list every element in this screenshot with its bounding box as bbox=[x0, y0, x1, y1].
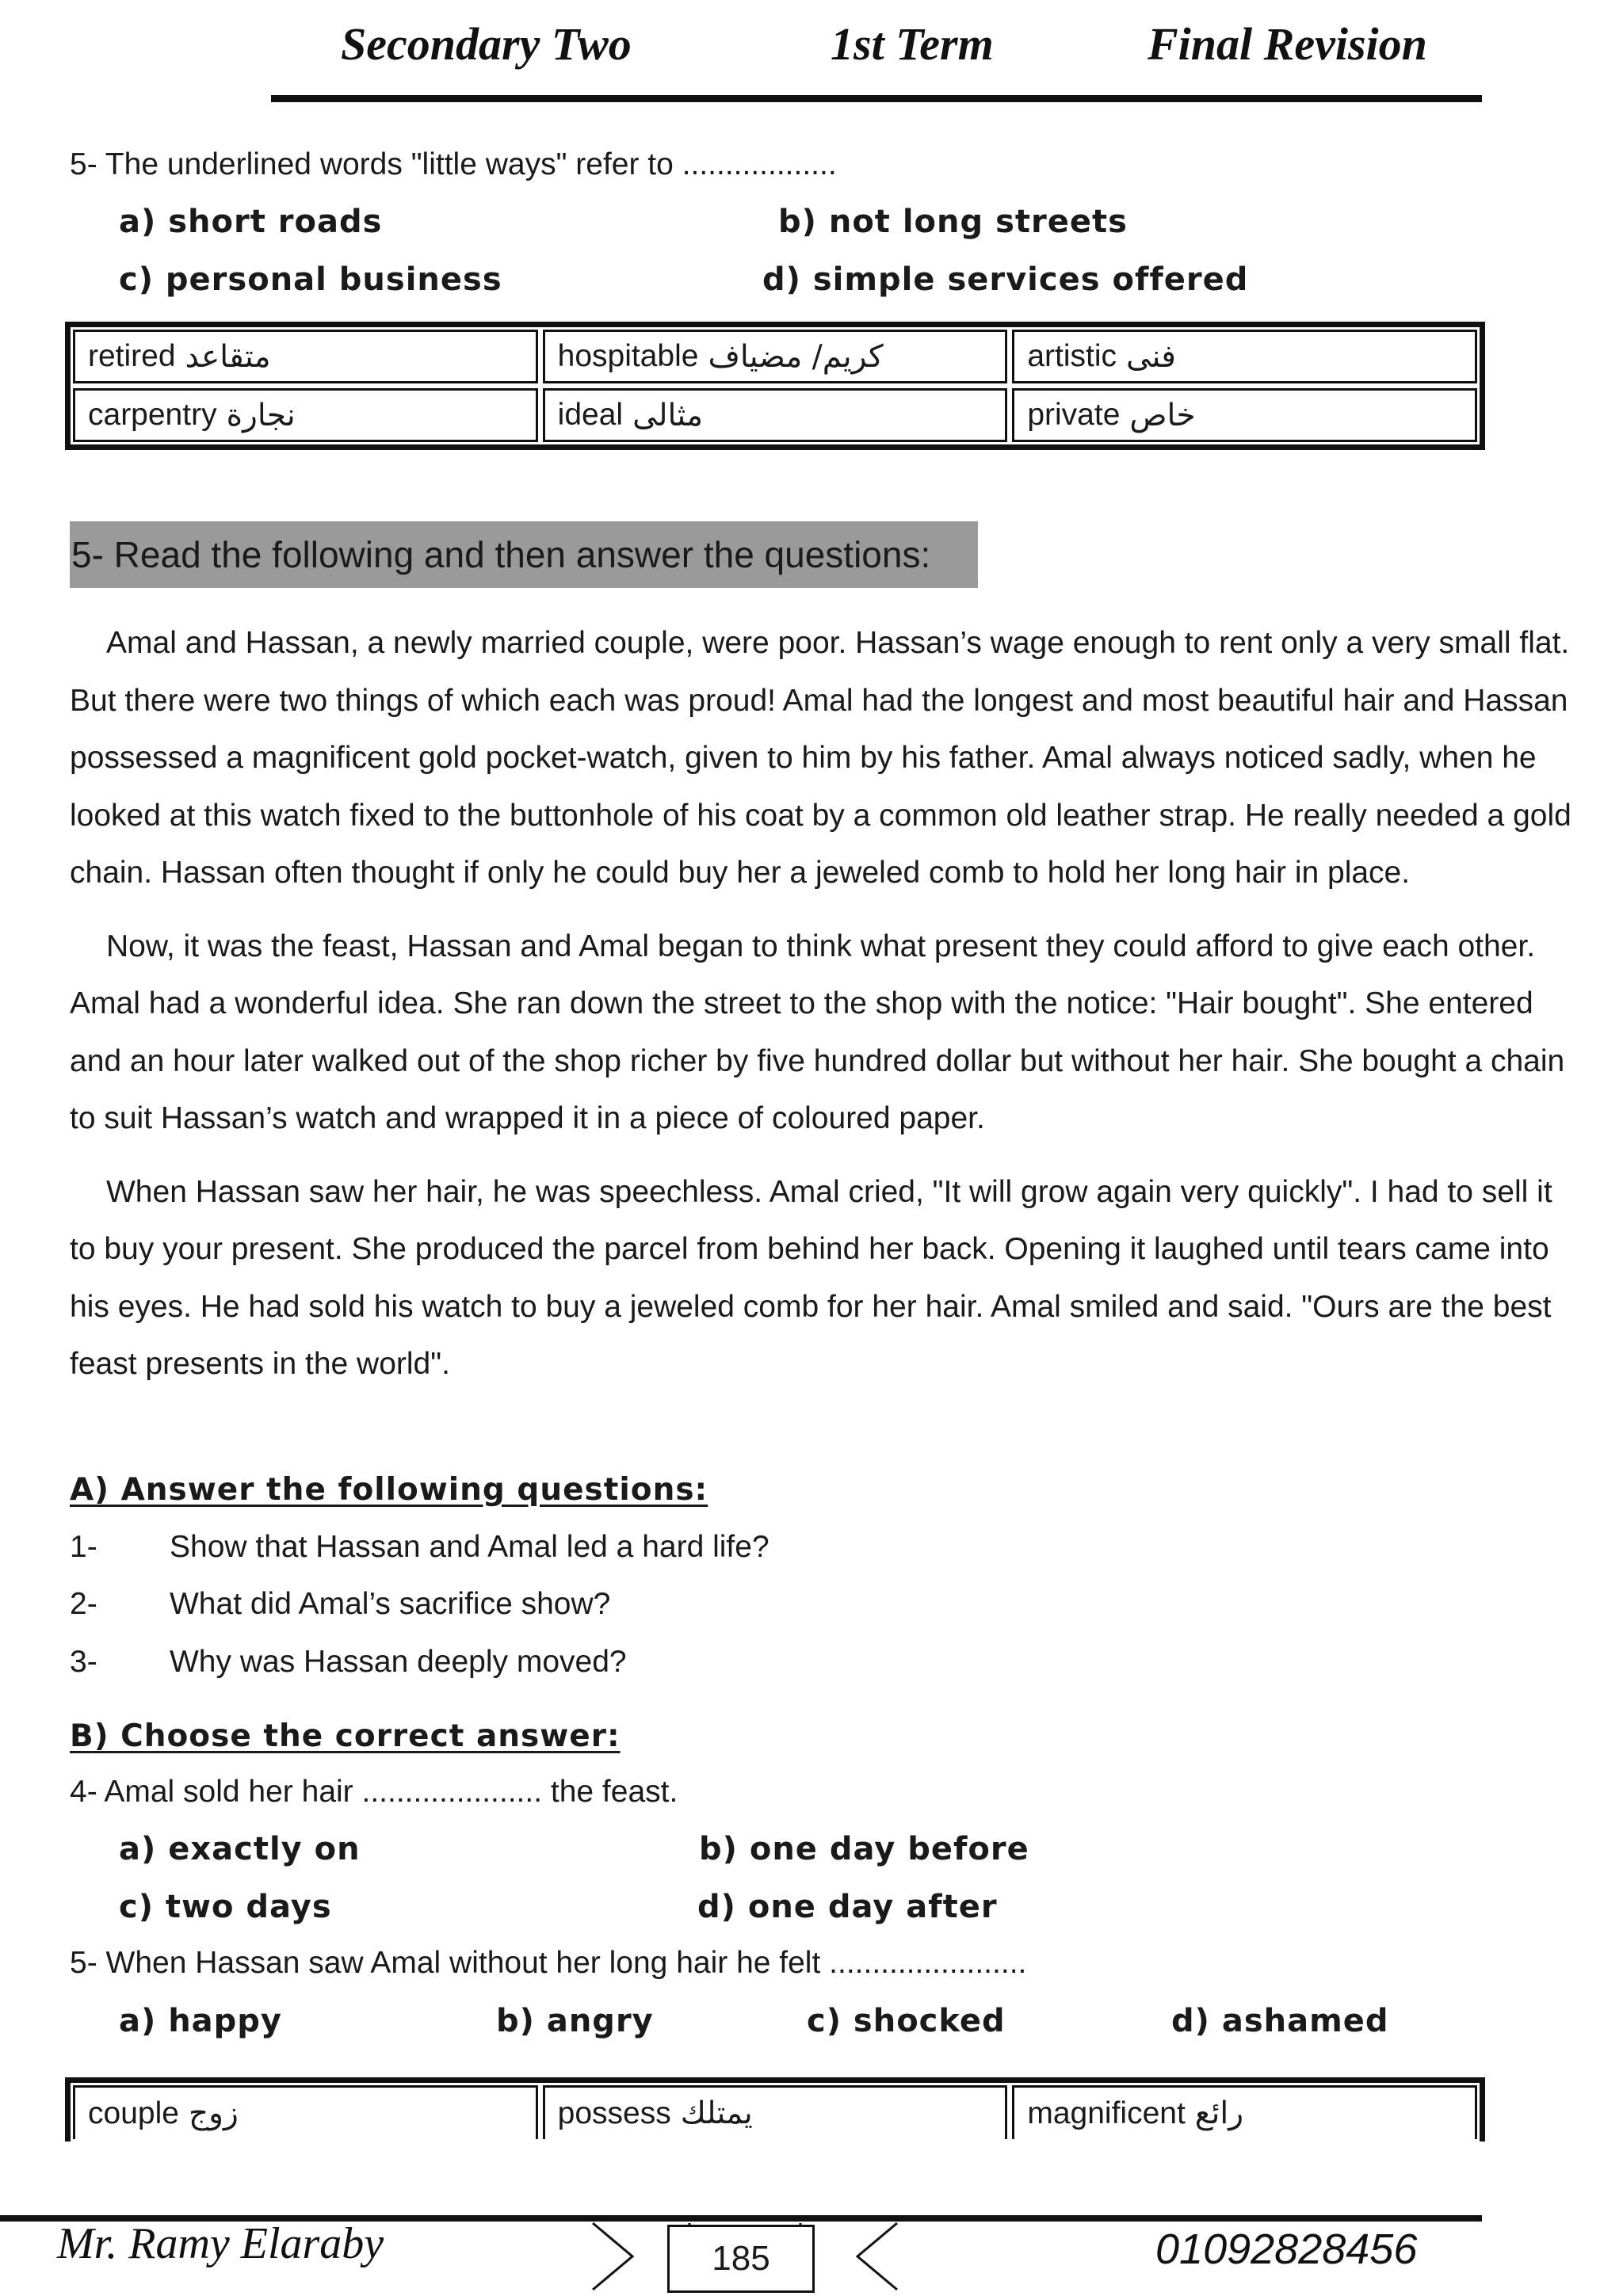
option-d: d) ashamed bbox=[1171, 2003, 1389, 2039]
vocab-english: carpentry bbox=[88, 398, 217, 432]
author-name: Mr. Ramy Elaraby bbox=[57, 2219, 384, 2268]
vocab-row bbox=[71, 386, 1480, 444]
option-b: b) angry bbox=[496, 2003, 654, 2039]
question-number: 1- bbox=[70, 1530, 97, 1564]
header-divider bbox=[271, 95, 1482, 102]
option-d: d) simple services offered bbox=[762, 261, 1249, 298]
vocab-arabic: مثالى bbox=[632, 397, 704, 433]
vocab-cell bbox=[543, 388, 1008, 442]
question-number: 3- bbox=[70, 1645, 97, 1679]
option-a: a) short roads bbox=[119, 204, 383, 240]
vocab-arabic: متقاعد bbox=[185, 338, 271, 375]
section-title: 5- Read the following and then answer the questions: bbox=[70, 521, 978, 588]
author-phone: 01092828456 bbox=[1155, 2225, 1418, 2273]
header-title: Final Revision bbox=[1148, 18, 1427, 70]
vocab-arabic: كريم/ مضياف bbox=[708, 338, 884, 375]
vocab-english: private bbox=[1027, 398, 1121, 432]
vocab-english: retired bbox=[88, 339, 176, 373]
vocab-english: hospitable bbox=[557, 339, 699, 373]
passage-text: Amal and Hassan, a newly married couple, were poor. Hassan’s wage enough to rent only a very small flat. But there were two things of which each was proud! Amal had the longest and most beautiful hair and Hassan possessed a magnificent gold pocket-watch, given to him by his father. Amal always noticed sadly, when he looked at this watch fixed to the buttonhole of his coat by a common old leather strap. He really needed a gold chain. Hassan often thought if only he could buy her a jeweled comb to hold her long hair in place. bbox=[70, 626, 1571, 890]
option-a: a) happy bbox=[119, 2003, 283, 2039]
vocabulary-table-2 bbox=[65, 2077, 1485, 2142]
vocab-cell bbox=[1012, 330, 1477, 383]
vocabulary-table-1 bbox=[65, 322, 1485, 450]
vocab-cell bbox=[73, 330, 538, 383]
vocab-english: couple bbox=[88, 2096, 179, 2130]
vocab-arabic: نجارة bbox=[226, 397, 296, 433]
option-c: c) two days bbox=[119, 1889, 332, 1925]
header-term: 1st Term bbox=[831, 18, 994, 70]
vocab-arabic: رائع bbox=[1194, 2096, 1244, 2131]
vocab-arabic: فنى bbox=[1126, 338, 1176, 375]
option-d: d) one day after bbox=[697, 1889, 998, 1925]
option-c: c) personal business bbox=[119, 261, 502, 298]
vocab-english: magnificent bbox=[1027, 2096, 1186, 2130]
question-number: 2- bbox=[70, 1587, 97, 1621]
vocab-english: artistic bbox=[1027, 339, 1117, 373]
passage-paragraph-2 bbox=[70, 918, 1575, 1148]
part-a-heading: A) Answer the following questions: bbox=[70, 1472, 708, 1508]
page-number: 185 bbox=[667, 2225, 815, 2293]
vocab-arabic: خاص bbox=[1129, 397, 1196, 433]
passage-text: Now, it was the feast, Hassan and Amal began to think what present they could afford to give each other. Amal had a wonderful idea. She ran down the street to the shop with the notice: "Hair bought". She entered and an hour later walked out of the shop richer by five hundred dollar but without her hair. She bought a chain to suit Hassan’s watch and wrapped it in a piece of coloured paper. bbox=[70, 929, 1565, 1135]
question-text: Why was Hassan deeply moved? bbox=[170, 1645, 627, 1679]
passage-text: When Hassan saw her hair, he was speechless. Amal cried, "It will grow again very quickly". I had to sell it to buy your present. She produced the parcel from behind her back. Opening it laughed until tears came into his eyes. He had sold his watch to buy a jeweled comb for her hair. Amal smiled and said. "Ours are the best feast presents in the world". bbox=[70, 1174, 1552, 1381]
option-a: a) exactly on bbox=[119, 1831, 361, 1867]
vocab-cell bbox=[1012, 388, 1477, 442]
vocab-cell bbox=[1012, 2085, 1477, 2139]
question-text: Show that Hassan and Amal led a hard life? bbox=[170, 1530, 769, 1564]
vocab-cell bbox=[543, 330, 1008, 383]
vocab-arabic: زوج bbox=[188, 2096, 239, 2131]
vocab-arabic: يمتلك bbox=[680, 2096, 753, 2131]
vocab-english: ideal bbox=[557, 398, 624, 432]
option-b: b) not long streets bbox=[778, 204, 1128, 240]
vocab-row bbox=[71, 327, 1480, 386]
vocab-cell bbox=[543, 2085, 1008, 2139]
question-stem-prev-5: 5- The underlined words "little ways" refer to .................. bbox=[70, 147, 837, 181]
reading-passage bbox=[70, 615, 1575, 1394]
question-stem-4: 4- Amal sold her hair ..................... the feast. bbox=[70, 1775, 678, 1809]
part-b-heading: B) Choose the correct answer: bbox=[70, 1718, 621, 1754]
vocab-cell bbox=[73, 388, 538, 442]
vocab-cell bbox=[73, 2085, 538, 2139]
question-text: What did Amal’s sacrifice show? bbox=[170, 1587, 611, 1621]
passage-paragraph-1 bbox=[70, 615, 1575, 902]
question-stem-5: 5- When Hassan saw Amal without her long hair he felt ....................... bbox=[70, 1946, 1027, 1980]
vocab-row bbox=[71, 2083, 1480, 2142]
vocab-english: possess bbox=[557, 2096, 671, 2130]
passage-paragraph-3 bbox=[70, 1164, 1575, 1394]
header-level: Secondary Two bbox=[341, 18, 632, 70]
option-c: c) shocked bbox=[807, 2003, 1006, 2039]
option-b: b) one day before bbox=[699, 1831, 1029, 1867]
